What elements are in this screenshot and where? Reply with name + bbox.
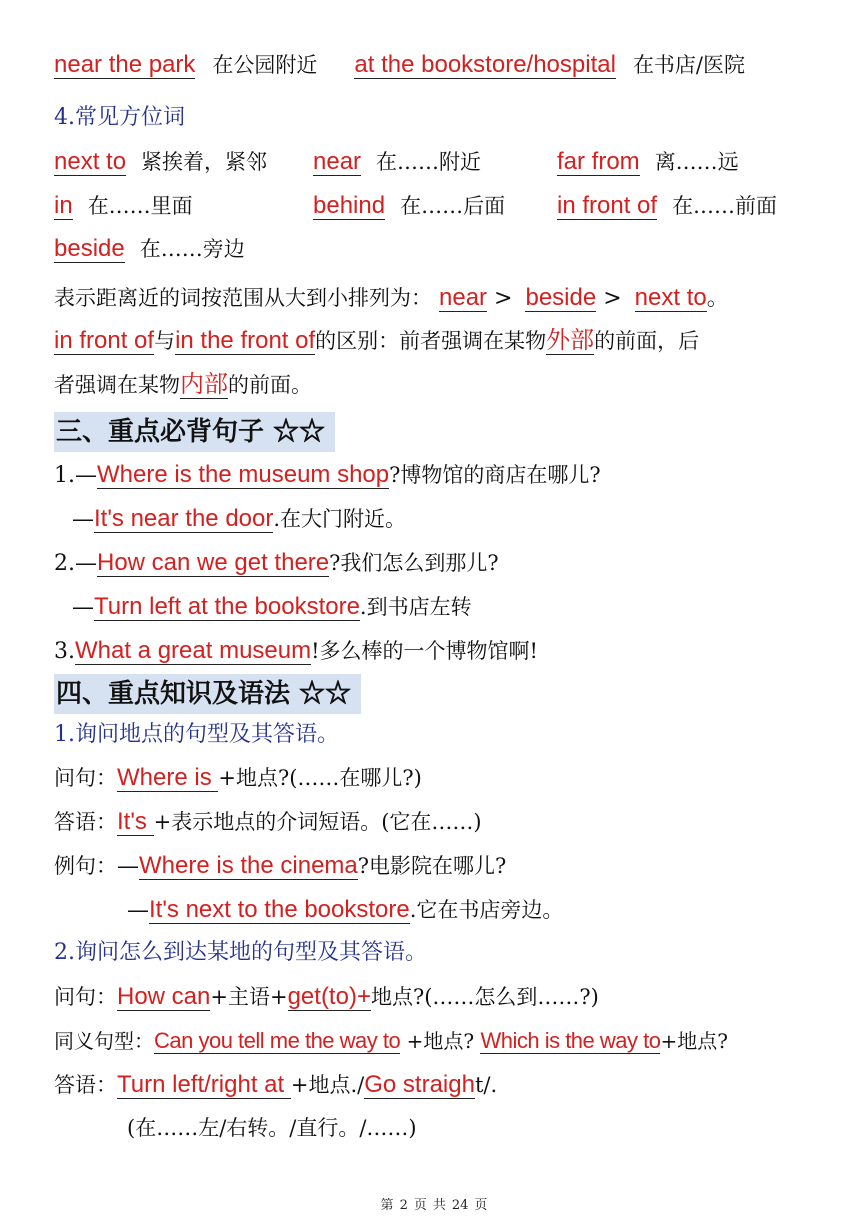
rest: +地点? <box>660 1029 728 1053</box>
sentence-number: 1. <box>54 463 75 488</box>
page-number: 2 <box>399 1198 408 1213</box>
order-line <box>54 283 729 314</box>
sentence-cn: ?我们怎么到那儿? <box>329 551 499 575</box>
word-cn: 在……前面 <box>672 194 778 218</box>
footer-text: 页 <box>474 1198 488 1213</box>
word-en: near <box>313 148 362 175</box>
label: 问句： <box>54 766 117 790</box>
answer: How can <box>117 983 211 1010</box>
gloss-at-the-bookstore: 在书店/医院 <box>632 53 746 77</box>
footer-text: 页 <box>413 1198 427 1213</box>
word-en: in front of <box>557 192 658 219</box>
dash: — <box>72 595 94 620</box>
gloss-near-the-park: 在公园附近 <box>212 53 318 77</box>
answer: Where is <box>117 764 219 791</box>
word-cn: 在……后面 <box>400 194 506 218</box>
sentence-number: 2. <box>54 551 75 576</box>
heading-key-grammar: 四、重点知识及语法 ☆☆ <box>54 674 361 714</box>
section-4-title: 4.常见方位词 <box>54 105 185 130</box>
word-cn: 在……里面 <box>87 194 193 218</box>
rest: +地点?(……在哪儿?) <box>218 766 422 790</box>
sentence-cn: ?博物馆的商店在哪儿? <box>389 463 601 487</box>
answer: Can you tell me the way to <box>154 1028 401 1053</box>
sentence-en: Turn left at the bookstore <box>94 593 360 620</box>
answer: Where is the cinema <box>139 852 358 879</box>
grammar-2-title: 2.询问怎么到达某地的句型及其答语。 <box>54 940 427 965</box>
grammar-1-question <box>54 763 422 794</box>
word-en: beside <box>54 235 125 262</box>
footer-text: 第 <box>380 1198 394 1213</box>
footer-text: 共 <box>432 1198 446 1213</box>
grammar-1-example <box>54 851 506 882</box>
word-cn: 紧挨着，紧邻 <box>141 150 268 174</box>
sentence-en: It's near the door <box>94 505 274 532</box>
sentence-en: What a great museum <box>75 637 312 664</box>
word-en: far from <box>557 148 640 175</box>
greater-than-1: > <box>494 286 513 311</box>
answer: get(to)+ <box>287 983 371 1010</box>
diff-text: 者强调在某物 <box>54 373 180 397</box>
dash: — <box>72 507 94 532</box>
answer: Which is the way to <box>480 1028 661 1053</box>
label: 同义句型： <box>54 1029 154 1053</box>
answer: It's next to the bookstore <box>149 896 410 923</box>
difference-line-2 <box>54 370 312 401</box>
sentence-cn: .到书店左转 <box>359 595 472 619</box>
sentence-number: 3. <box>54 639 75 664</box>
dash: — <box>75 551 97 576</box>
dash: — <box>127 898 149 923</box>
word-behind <box>313 191 505 222</box>
grammar-2-answer <box>54 1070 497 1101</box>
word-near <box>313 147 481 178</box>
grammar-2-question <box>54 982 599 1013</box>
dash: — <box>117 854 139 879</box>
sentence-3 <box>54 636 538 667</box>
diff-in-the-front-of: in the front of <box>175 327 316 354</box>
answer: Go straigh <box>364 1071 475 1098</box>
sentence-2-reply <box>72 592 472 623</box>
diff-text: 与 <box>154 329 176 353</box>
rest: +地点./ <box>290 1073 365 1097</box>
order-word-3: next to <box>634 284 707 311</box>
order-word-1: near <box>439 284 488 311</box>
dash: — <box>75 463 97 488</box>
sentence-1-reply <box>72 504 406 535</box>
word-cn: 在……附近 <box>376 150 482 174</box>
heading-key-sentences: 三、重点必背句子 ☆☆ <box>54 412 335 452</box>
diff-outside: 外部 <box>546 327 595 354</box>
diff-inside: 内部 <box>180 371 228 398</box>
diff-text: 的区别：前者强调在某物 <box>315 329 547 353</box>
rest: .它在书店旁边。 <box>409 898 564 922</box>
difference-line-1 <box>54 326 699 357</box>
order-prefix: 表示距离近的词按范围从大到小排列为： <box>54 286 432 310</box>
grammar-1-title: 1.询问地点的句型及其答语。 <box>54 722 339 747</box>
word-in-front-of <box>557 191 777 222</box>
label: 答语： <box>54 1073 117 1097</box>
answer-near-the-park: near the park <box>54 51 196 78</box>
rest: 地点?(……怎么到……?) <box>370 985 599 1009</box>
grammar-2-synonym <box>54 1026 728 1056</box>
sentence-cn: !多么棒的一个博物馆啊! <box>311 639 538 663</box>
word-en: behind <box>313 192 386 219</box>
word-en: next to <box>54 148 127 175</box>
sentence-en: Where is the museum shop <box>97 461 390 488</box>
page-footer <box>0 1194 868 1213</box>
greater-than-2: > <box>603 286 622 311</box>
diff-text: 的前面。 <box>228 373 312 397</box>
diff-in-front-of: in front of <box>54 327 155 354</box>
word-en: in <box>54 192 73 219</box>
order-word-2: beside <box>525 284 597 311</box>
answer: Turn left/right at <box>117 1071 291 1098</box>
rest: +主语+ <box>210 985 288 1009</box>
label: 问句： <box>54 985 117 1009</box>
rest: ?电影院在哪儿? <box>357 854 507 878</box>
phrase-row-1 <box>54 50 745 81</box>
order-end: 。 <box>706 286 729 311</box>
total-pages: 24 <box>451 1198 469 1213</box>
diff-text: 的前面，后 <box>594 329 700 353</box>
label: 答语： <box>54 810 117 834</box>
sentence-2 <box>54 548 499 579</box>
answer: It's <box>117 808 154 835</box>
rest: +地点? <box>400 1029 481 1053</box>
word-next-to <box>54 147 267 178</box>
rest: t/. <box>474 1073 498 1097</box>
sentence-en: How can we get there <box>97 549 330 576</box>
word-cn: 在……旁边 <box>139 237 245 261</box>
grammar-1-answer <box>54 807 482 838</box>
sentence-cn: .在大门附近。 <box>273 507 407 531</box>
word-cn: 离……远 <box>654 150 739 174</box>
grammar-2-note: (在……左/右转。/直行。/……) <box>127 1116 417 1140</box>
sentence-1 <box>54 460 601 491</box>
rest: +表示地点的介词短语。(它在……) <box>153 810 482 834</box>
word-in <box>54 191 193 222</box>
label: 例句： <box>54 854 117 878</box>
answer-at-the-bookstore: at the bookstore/hospital <box>354 51 616 78</box>
word-far-from <box>557 147 739 178</box>
word-beside <box>54 234 245 265</box>
grammar-1-example-reply <box>127 895 563 926</box>
